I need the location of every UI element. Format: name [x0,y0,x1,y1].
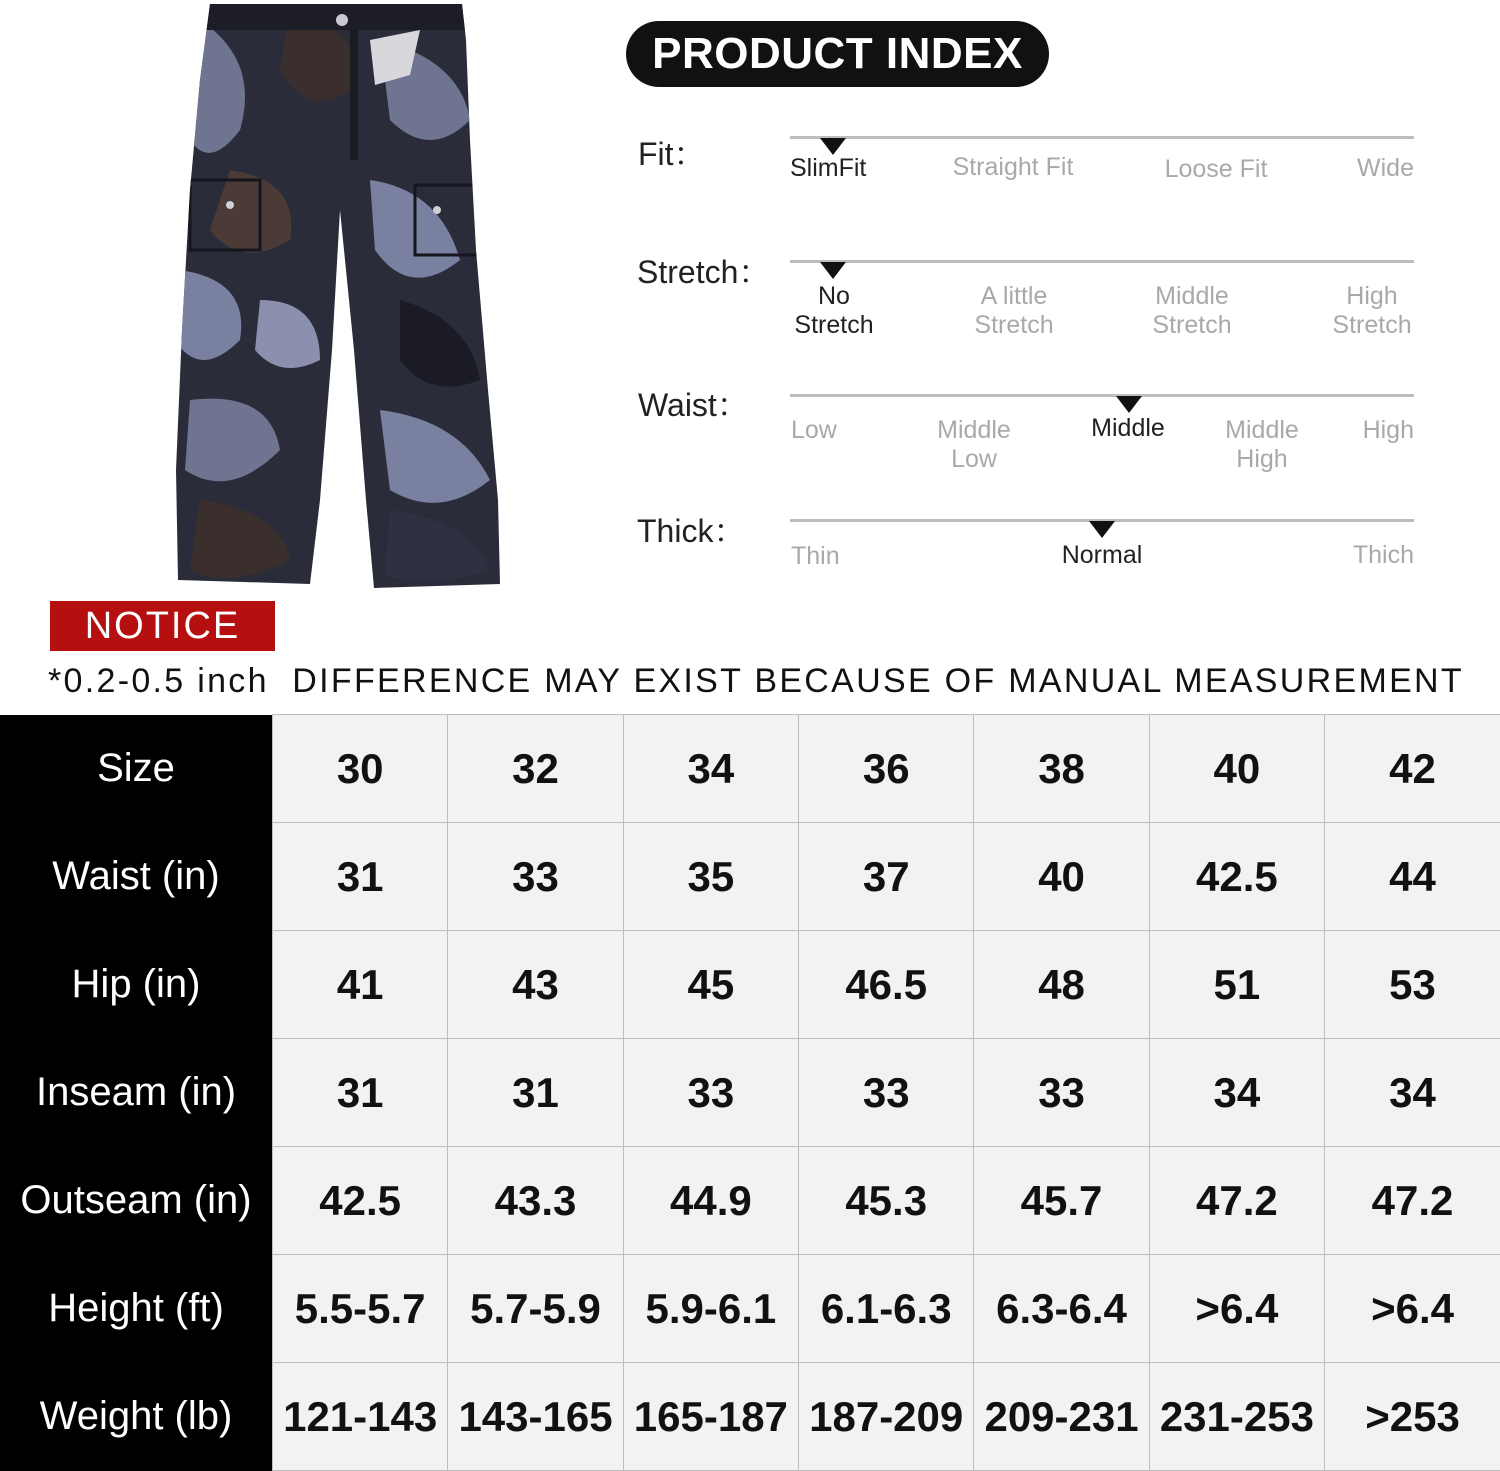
table-cell: 33 [448,823,623,931]
table-cell: 36 [799,715,974,823]
table-cell: 53 [1325,931,1500,1039]
table-cell: 34 [1325,1039,1500,1147]
table-cell: >253 [1325,1363,1500,1471]
notice-badge: NOTICE [50,601,275,651]
stretch-indicator [820,262,846,279]
table-cell: 5.9-6.1 [623,1255,798,1363]
table-cell: 37 [799,823,974,931]
product-index-title: PRODUCT INDEX [626,21,1049,87]
table-cell: 31 [273,1039,448,1147]
row-header: Inseam (in) [0,1039,273,1147]
table-cell: 42.5 [273,1147,448,1255]
table-cell: 42 [1325,715,1500,823]
thick-option-thin: Thin [791,542,840,570]
stretch-option-middle: Middle Stretch [1152,282,1232,339]
table-cell: 46.5 [799,931,974,1039]
table-row [0,1039,1500,1147]
table-row [0,715,1500,823]
table-cell: 42.5 [1149,823,1324,931]
table-cell: 44 [1325,823,1500,931]
table-cell: 40 [974,823,1149,931]
table-cell: 48 [974,931,1149,1039]
fit-option-straight: Straight Fit [952,153,1074,181]
table-cell: 41 [273,931,448,1039]
table-cell: 33 [623,1039,798,1147]
table-cell: 165-187 [623,1363,798,1471]
table-cell: 35 [623,823,798,931]
row-header: Waist (in) [0,823,273,931]
row-header: Outseam (in) [0,1147,273,1255]
table-row [0,1363,1500,1471]
table-cell: 43 [448,931,623,1039]
table-cell: 31 [273,823,448,931]
table-cell: 6.1-6.3 [799,1255,974,1363]
table-cell: 5.7-5.9 [448,1255,623,1363]
waist-option-high: High [1362,416,1414,444]
table-cell: 34 [623,715,798,823]
camo-cargo-pants-image [170,0,510,592]
table-cell: 34 [1149,1039,1324,1147]
stretch-label: Stretch： [637,254,771,290]
table-cell: 43.3 [448,1147,623,1255]
table-cell: 143-165 [448,1363,623,1471]
table-cell: 45.3 [799,1147,974,1255]
table-cell: 32 [448,715,623,823]
table-cell: 47.2 [1149,1147,1324,1255]
table-cell: 121-143 [273,1363,448,1471]
thick-label: Thick： [637,513,746,549]
row-header: Height (ft) [0,1255,273,1363]
table-cell: 33 [974,1039,1149,1147]
thick-option-normal: Normal [1061,541,1143,569]
table-cell: 45 [623,931,798,1039]
table-cell: >6.4 [1149,1255,1324,1363]
table-cell: 47.2 [1325,1147,1500,1255]
waist-track [790,394,1414,397]
table-cell: 187-209 [799,1363,974,1471]
table-cell: 5.5-5.7 [273,1255,448,1363]
stretch-option-high: High Stretch [1332,282,1412,339]
table-cell: 231-253 [1149,1363,1324,1471]
row-header: Size [0,715,273,823]
row-header: Hip (in) [0,931,273,1039]
thick-option-thich: Thich [1352,541,1414,569]
fit-label: Fit： [638,136,706,172]
fit-indicator [820,138,846,155]
stretch-option-no: No Stretch [794,282,874,339]
table-cell: 45.7 [974,1147,1149,1255]
fit-option-slimfit: SlimFit [790,154,867,182]
table-row [0,931,1500,1039]
stretch-option-a-little: A little Stretch [974,282,1054,339]
table-cell: >6.4 [1325,1255,1500,1363]
fit-track [790,136,1414,139]
waist-option-middle: Middle [1091,414,1165,442]
table-row [0,1255,1500,1363]
row-header: Weight (lb) [0,1363,273,1471]
waist-option-middle-low: Middle Low [937,416,1011,473]
waist-label: Waist： [638,387,749,423]
waist-option-middle-high: Middle High [1225,416,1299,473]
notice-text: *0.2-0.5 inch DIFFERENCE MAY EXIST BECAUSE OF MANUAL MEASUREMENT [48,662,1464,700]
size-chart-table [0,714,1500,1471]
waist-option-low: Low [791,416,837,444]
table-cell: 33 [799,1039,974,1147]
table-row [0,1147,1500,1255]
fit-option-wide: Wide [1357,154,1414,182]
table-row [0,823,1500,931]
table-cell: 40 [1149,715,1324,823]
table-cell: 51 [1149,931,1324,1039]
table-cell: 6.3-6.4 [974,1255,1149,1363]
table-cell: 209-231 [974,1363,1149,1471]
waist-indicator [1116,396,1142,413]
table-cell: 38 [974,715,1149,823]
table-cell: 31 [448,1039,623,1147]
table-cell: 30 [273,715,448,823]
fit-option-loose: Loose Fit [1164,155,1268,183]
stretch-track [790,260,1414,263]
table-cell: 44.9 [623,1147,798,1255]
thick-indicator [1089,521,1115,538]
